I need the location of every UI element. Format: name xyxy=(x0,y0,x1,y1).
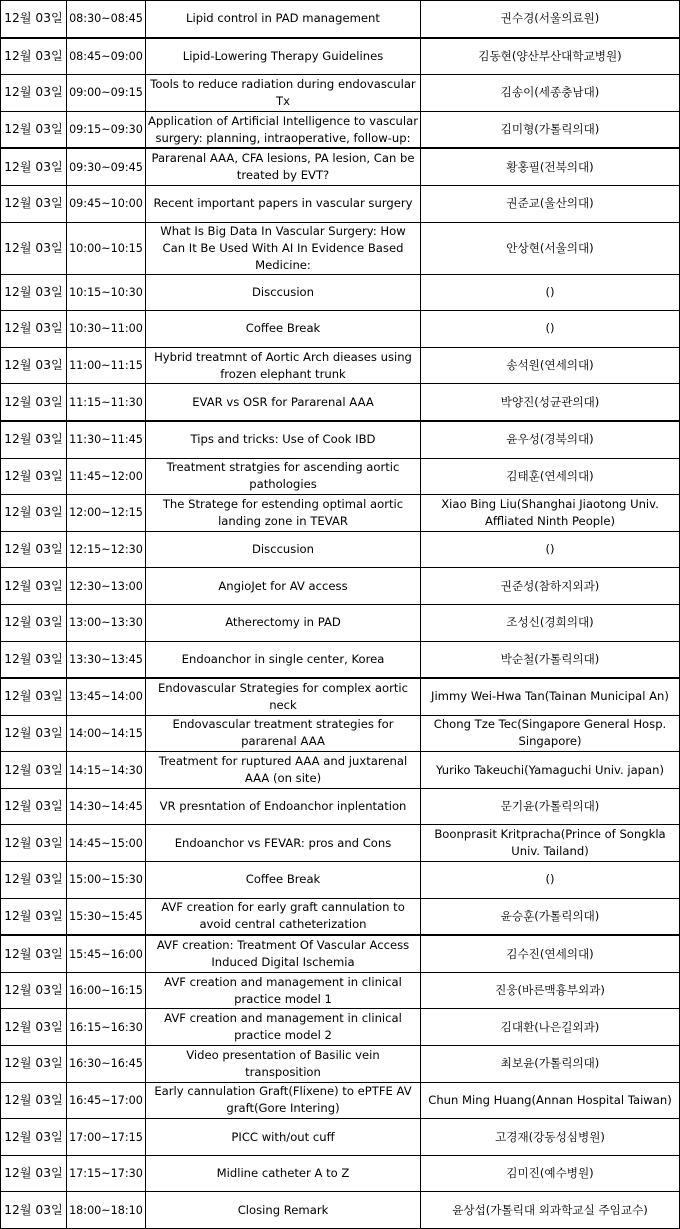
table-row xyxy=(1,421,680,458)
session-time: 18:00~18:10 xyxy=(67,1192,146,1229)
session-title: Endovascular Strategies for complex aortic neck xyxy=(146,678,421,715)
session-date: 12월 03일 xyxy=(1,715,67,752)
table-row xyxy=(1,38,680,75)
session-date: 12월 03일 xyxy=(1,678,67,715)
session-title: Closing Remark xyxy=(146,1192,421,1229)
session-speaker: Xiao Bing Liu(Shanghai Jiaotong Univ. Affliated Ninth People) xyxy=(421,495,680,532)
session-title: EVAR vs OSR for Pararenal AAA xyxy=(146,384,421,421)
session-speaker: Jimmy Wei-Hwa Tan(Tainan Municipal An) xyxy=(421,678,680,715)
table-row xyxy=(1,862,680,899)
session-time: 12:30~13:00 xyxy=(67,568,146,605)
session-title: Tips and tricks: Use of Cook IBD xyxy=(146,421,421,458)
session-time: 09:30~09:45 xyxy=(67,148,146,185)
table-row xyxy=(1,1009,680,1046)
session-title: AngioJet for AV access xyxy=(146,568,421,605)
session-title: Disccusion xyxy=(146,274,421,311)
table-row xyxy=(1,347,680,384)
table-row xyxy=(1,788,680,825)
session-date: 12월 03일 xyxy=(1,274,67,311)
session-speaker: 조성신(경희의대) xyxy=(421,604,680,641)
session-date: 12월 03일 xyxy=(1,347,67,384)
session-title: Lipid control in PAD management xyxy=(146,1,421,38)
session-title: AVF creation and management in clinical practice model 2 xyxy=(146,1009,421,1046)
session-speaker: 김태훈(연세의대) xyxy=(421,458,680,495)
session-time: 11:15~11:30 xyxy=(67,384,146,421)
table-row xyxy=(1,972,680,1009)
table-row xyxy=(1,458,680,495)
table-row xyxy=(1,111,680,148)
session-date: 12월 03일 xyxy=(1,185,67,222)
session-time: 09:45~10:00 xyxy=(67,185,146,222)
session-time: 10:00~10:15 xyxy=(67,222,146,274)
session-speaker: Yuriko Takeuchi(Yamaguchi Univ. japan) xyxy=(421,752,680,789)
table-row xyxy=(1,641,680,678)
session-speaker: 안상현(서울의대) xyxy=(421,222,680,274)
table-row xyxy=(1,1192,680,1229)
session-time: 17:00~17:15 xyxy=(67,1119,146,1156)
session-date: 12월 03일 xyxy=(1,568,67,605)
session-time: 14:30~14:45 xyxy=(67,788,146,825)
session-speaker: 권준성(참하지외과) xyxy=(421,568,680,605)
table-row xyxy=(1,185,680,222)
table-row xyxy=(1,568,680,605)
session-time: 16:00~16:15 xyxy=(67,972,146,1009)
session-date: 12월 03일 xyxy=(1,148,67,185)
session-time: 08:30~08:45 xyxy=(67,1,146,38)
session-title: The Stratege for estending optimal aortic landing zone in TEVAR xyxy=(146,495,421,532)
session-date: 12월 03일 xyxy=(1,752,67,789)
session-date: 12월 03일 xyxy=(1,604,67,641)
table-row xyxy=(1,604,680,641)
session-title: Disccusion xyxy=(146,531,421,568)
session-speaker: 황홍필(전북의대) xyxy=(421,148,680,185)
session-time: 08:45~09:00 xyxy=(67,38,146,75)
session-speaker: Boonprasit Kritpracha(Prince of Songkla Univ. Tailand) xyxy=(421,825,680,862)
session-speaker: Chong Tze Tec(Singapore General Hosp. Singapore) xyxy=(421,715,680,752)
session-speaker: 진웅(바른맥흉부외과) xyxy=(421,972,680,1009)
session-time: 13:00~13:30 xyxy=(67,604,146,641)
session-date: 12월 03일 xyxy=(1,38,67,75)
table-row xyxy=(1,898,680,935)
session-speaker: () xyxy=(421,311,680,348)
table-row xyxy=(1,715,680,752)
session-date: 12월 03일 xyxy=(1,495,67,532)
session-speaker: 고경재(강동성심병원) xyxy=(421,1119,680,1156)
session-date: 12월 03일 xyxy=(1,1119,67,1156)
session-speaker: 권준교(울산의대) xyxy=(421,185,680,222)
session-speaker: 송석원(연세의대) xyxy=(421,347,680,384)
session-speaker: 윤우성(경북의대) xyxy=(421,421,680,458)
table-row xyxy=(1,678,680,715)
session-title: Treatment for ruptured AAA and juxtarenal AAA (on site) xyxy=(146,752,421,789)
session-date: 12월 03일 xyxy=(1,1155,67,1192)
table-row xyxy=(1,531,680,568)
session-title: Coffee Break xyxy=(146,862,421,899)
session-date: 12월 03일 xyxy=(1,825,67,862)
session-time: 14:00~14:15 xyxy=(67,715,146,752)
session-date: 12월 03일 xyxy=(1,898,67,935)
session-title: What Is Big Data In Vascular Surgery: How Can It Be Used With AI In Evidence Based Medicine: xyxy=(146,222,421,274)
session-date: 12월 03일 xyxy=(1,458,67,495)
session-speaker: 김미형(가톨릭의대) xyxy=(421,111,680,148)
session-time: 11:45~12:00 xyxy=(67,458,146,495)
table-row xyxy=(1,274,680,311)
session-time: 11:30~11:45 xyxy=(67,421,146,458)
session-time: 15:00~15:30 xyxy=(67,862,146,899)
session-date: 12월 03일 xyxy=(1,862,67,899)
session-time: 12:00~12:15 xyxy=(67,495,146,532)
session-date: 12월 03일 xyxy=(1,1192,67,1229)
session-speaker: 박양진(성균관의대) xyxy=(421,384,680,421)
session-date: 12월 03일 xyxy=(1,788,67,825)
session-time: 10:30~11:00 xyxy=(67,311,146,348)
table-row xyxy=(1,1155,680,1192)
session-time: 09:00~09:15 xyxy=(67,75,146,112)
session-title: Tools to reduce radiation during endovascular Tx xyxy=(146,75,421,112)
session-date: 12월 03일 xyxy=(1,972,67,1009)
table-row xyxy=(1,222,680,274)
session-date: 12월 03일 xyxy=(1,384,67,421)
session-time: 12:15~12:30 xyxy=(67,531,146,568)
session-date: 12월 03일 xyxy=(1,531,67,568)
session-speaker: 문기윤(가톨릭의대) xyxy=(421,788,680,825)
session-title: Midline catheter A to Z xyxy=(146,1155,421,1192)
session-title: Coffee Break xyxy=(146,311,421,348)
session-time: 09:15~09:30 xyxy=(67,111,146,148)
session-speaker: 김대환(나은길외과) xyxy=(421,1009,680,1046)
session-title: PICC with/out cuff xyxy=(146,1119,421,1156)
session-time: 15:45~16:00 xyxy=(67,935,146,972)
session-speaker: () xyxy=(421,531,680,568)
session-title: Video presentation of Basilic vein transposition xyxy=(146,1046,421,1083)
table-row xyxy=(1,752,680,789)
session-title: VR presntation of Endoanchor inplentation xyxy=(146,788,421,825)
table-row xyxy=(1,1119,680,1156)
session-title: Hybrid treatmnt of Aortic Arch dieases using frozen elephant trunk xyxy=(146,347,421,384)
session-title: Recent important papers in vascular surgery xyxy=(146,185,421,222)
table-row xyxy=(1,75,680,112)
session-time: 14:45~15:00 xyxy=(67,825,146,862)
table-row xyxy=(1,384,680,421)
session-time: 11:00~11:15 xyxy=(67,347,146,384)
session-date: 12월 03일 xyxy=(1,75,67,112)
session-time: 13:30~13:45 xyxy=(67,641,146,678)
session-speaker: 권수경(서울의료원) xyxy=(421,1,680,38)
session-title: Endovascular treatment strategies for pararenal AAA xyxy=(146,715,421,752)
session-title: Endoanchor vs FEVAR: pros and Cons xyxy=(146,825,421,862)
session-title: AVF creation: Treatment Of Vascular Access Induced Digital Ischemia xyxy=(146,935,421,972)
session-time: 16:15~16:30 xyxy=(67,1009,146,1046)
session-speaker: 김수진(연세의대) xyxy=(421,935,680,972)
session-title: Treatment stratgies for ascending aortic pathologies xyxy=(146,458,421,495)
session-date: 12월 03일 xyxy=(1,1082,67,1119)
schedule-body xyxy=(1,1,680,1229)
session-date: 12월 03일 xyxy=(1,1,67,38)
table-row xyxy=(1,1,680,38)
table-row xyxy=(1,825,680,862)
session-date: 12월 03일 xyxy=(1,111,67,148)
session-time: 15:30~15:45 xyxy=(67,898,146,935)
session-title: Lipid-Lowering Therapy Guidelines xyxy=(146,38,421,75)
table-row xyxy=(1,311,680,348)
session-title: Application of Artificial Intelligence to vascular surgery: planning, intraoperative, follow-up: xyxy=(146,111,421,148)
table-row xyxy=(1,148,680,185)
session-time: 14:15~14:30 xyxy=(67,752,146,789)
session-date: 12월 03일 xyxy=(1,222,67,274)
session-speaker: 김동현(양산부산대학교병원) xyxy=(421,38,680,75)
session-speaker: 김송이(세종충남대) xyxy=(421,75,680,112)
session-date: 12월 03일 xyxy=(1,421,67,458)
session-title: Atherectomy in PAD xyxy=(146,604,421,641)
session-title: AVF creation for early graft cannulation to avoid central catheterization xyxy=(146,898,421,935)
session-title: Endoanchor in single center, Korea xyxy=(146,641,421,678)
table-row xyxy=(1,1046,680,1083)
session-date: 12월 03일 xyxy=(1,1046,67,1083)
session-speaker: 윤상섭(가톨릭대 외과학교실 주임교수) xyxy=(421,1192,680,1229)
session-speaker: () xyxy=(421,274,680,311)
session-speaker: 김미진(예수병원) xyxy=(421,1155,680,1192)
session-title: Early cannulation Graft(Flixene) to ePTFE AV graft(Gore Intering) xyxy=(146,1082,421,1119)
session-date: 12월 03일 xyxy=(1,935,67,972)
table-row xyxy=(1,1082,680,1119)
session-time: 13:45~14:00 xyxy=(67,678,146,715)
session-speaker: 윤승훈(가톨릭의대) xyxy=(421,898,680,935)
session-title: Pararenal AAA, CFA lesions, PA lesion, Can be treated by EVT? xyxy=(146,148,421,185)
session-speaker: () xyxy=(421,862,680,899)
session-date: 12월 03일 xyxy=(1,311,67,348)
session-speaker: Chun Ming Huang(Annan Hospital Taiwan) xyxy=(421,1082,680,1119)
session-time: 10:15~10:30 xyxy=(67,274,146,311)
table-row xyxy=(1,935,680,972)
session-title: AVF creation and management in clinical practice model 1 xyxy=(146,972,421,1009)
table-row xyxy=(1,495,680,532)
session-speaker: 박순철(가톨릭의대) xyxy=(421,641,680,678)
session-time: 17:15~17:30 xyxy=(67,1155,146,1192)
session-time: 16:45~17:00 xyxy=(67,1082,146,1119)
session-time: 16:30~16:45 xyxy=(67,1046,146,1083)
session-speaker: 최보윤(가톨릭의대) xyxy=(421,1046,680,1083)
session-date: 12월 03일 xyxy=(1,641,67,678)
session-date: 12월 03일 xyxy=(1,1009,67,1046)
